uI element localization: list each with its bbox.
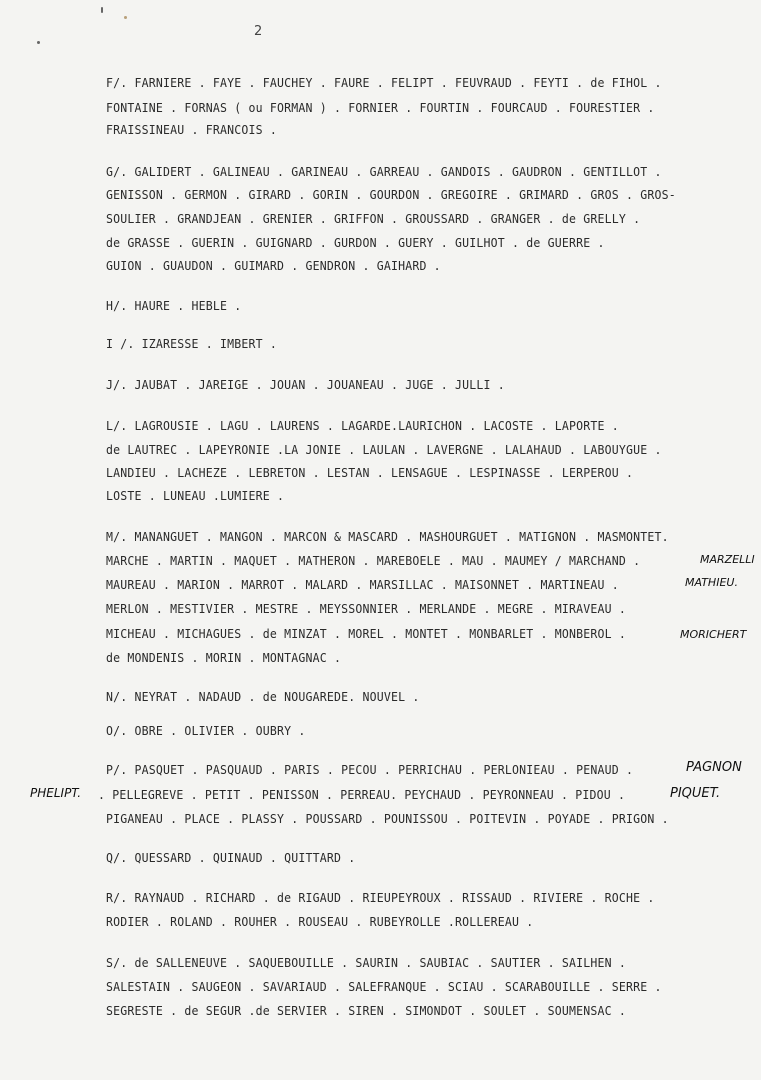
text-line-s-2: SALESTAIN . SAUGEON . SAVARIAUD . SALEFRANQUE . SCIAU . SCARABOUILLE . SERRE . [106, 979, 662, 994]
text-line-f-2: FONTAINE . FORNAS ( ou FORMAN ) . FORNIER . FOURTIN . FOURCAUD . FOURESTIER . [106, 100, 655, 115]
text-line-i: I /. IZARESSE . IMBERT . [106, 336, 277, 351]
text-line-m-4: MERLON . MESTIVIER . MESTRE . MEYSSONNIER . MERLANDE . MEGRE . MIRAVEAU . [106, 601, 627, 616]
paper-speck [101, 7, 103, 13]
text-line-n: N/. NEYRAT . NADAUD . de NOUGAREDE. NOUVEL . [106, 689, 420, 704]
text-line-g-1: G/. GALIDERT . GALINEAU . GARINEAU . GARREAU . GANDOIS . GAUDRON . GENTILLOT . [106, 164, 662, 179]
text-line-g-3: SOULIER . GRANDJEAN . GRENIER . GRIFFON . GROUSSARD . GRANGER . de GRELLY . [106, 211, 641, 226]
text-line-p-1: P/. PASQUET . PASQUAUD . PARIS . PECOU . PERRICHAU . PERLONIEAU . PENAUD . [106, 762, 634, 777]
paper-speck [37, 41, 40, 44]
text-line-o: O/. OBRE . OLIVIER . OUBRY . [106, 723, 306, 738]
handwritten-note-pagnon: PAGNON [686, 760, 742, 775]
text-line-l-4: LOSTE . LUNEAU .LUMIERE . [106, 488, 285, 503]
text-line-f-3: FRAISSINEAU . FRANCOIS . [106, 122, 277, 137]
text-line-m-1: M/. MANANGUET . MANGON . MARCON & MASCARD . MASHOURGUET . MATIGNON . MASMONTET. [106, 529, 669, 544]
text-line-m-2: MARCHE . MARTIN . MAQUET . MATHERON . MAREBOELE . MAU . MAUMEY / MARCHAND . [106, 553, 641, 568]
text-line-l-1: L/. LAGROUSIE . LAGU . LAURENS . LAGARDE.LAURICHON . LACOSTE . LAPORTE . [106, 418, 619, 433]
handwritten-note-morichert: MORICHERT [680, 628, 747, 641]
handwritten-note-mathieu: MATHIEU. [685, 576, 738, 589]
page-number: 2 [254, 24, 263, 39]
handwritten-note-piquet: PIQUET. [670, 786, 721, 801]
text-line-r-1: R/. RAYNAUD . RICHARD . de RIGAUD . RIEUPEYROUX . RISSAUD . RIVIERE . ROCHE . [106, 890, 655, 905]
text-line-p-2: . PELLEGREVE . PETIT . PENISSON . PERREAU. PEYCHAUD . PEYRONNEAU . PIDOU . [98, 787, 626, 802]
text-line-m-5: MICHEAU . MICHAGUES . de MINZAT . MOREL . MONTET . MONBARLET . MONBEROL . [106, 626, 627, 641]
text-line-l-2: de LAUTREC . LAPEYRONIE .LA JONIE . LAULAN . LAVERGNE . LALAHAUD . LABOUYGUE . [106, 442, 662, 457]
text-line-p-3: PIGANEAU . PLACE . PLASSY . POUSSARD . POUNISSOU . POITEVIN . POYADE . PRIGON . [106, 811, 669, 826]
text-line-l-3: LANDIEU . LACHEZE . LEBRETON . LESTAN . LENSAGUE . LESPINASSE . LERPEROU . [106, 465, 634, 480]
text-line-g-2: GENISSON . GERMON . GIRARD . GORIN . GOURDON . GREGOIRE . GRIMARD . GROS . GROS- [106, 187, 676, 202]
text-line-h: H/. HAURE . HEBLE . [106, 298, 242, 313]
text-line-m-3: MAUREAU . MARION . MARROT . MALARD . MARSILLAC . MAISONNET . MARTINEAU . [106, 577, 619, 592]
text-line-s-3: SEGRESTE . de SEGUR .de SERVIER . SIREN . SIMONDOT . SOULET . SOUMENSAC . [106, 1003, 627, 1018]
text-line-g-5: GUION . GUAUDON . GUIMARD . GENDRON . GAIHARD . [106, 258, 441, 273]
text-line-q: Q/. QUESSARD . QUINAUD . QUITTARD . [106, 850, 356, 865]
handwritten-note-marzelli: MARZELLI [700, 553, 755, 566]
text-line-j: J/. JAUBAT . JAREIGE . JOUAN . JOUANEAU . JUGE . JULLI . [106, 377, 505, 392]
text-line-g-4: de GRASSE . GUERIN . GUIGNARD . GURDON . GUERY . GUILHOT . de GUERRE . [106, 235, 605, 250]
text-line-f-1: F/. FARNIERE . FAYE . FAUCHEY . FAURE . FELIPT . FEUVRAUD . FEYTI . de FIHOL . [106, 75, 662, 90]
paper-speck [124, 16, 127, 19]
text-line-s-1: S/. de SALLENEUVE . SAQUEBOUILLE . SAURIN . SAUBIAC . SAUTIER . SAILHEN . [106, 955, 627, 970]
handwritten-note-phelipt: PHELIPT. [30, 786, 82, 800]
text-line-m-6: de MONDENIS . MORIN . MONTAGNAC . [106, 650, 342, 665]
text-line-r-2: RODIER . ROLAND . ROUHER . ROUSEAU . RUBEYROLLE .ROLLEREAU . [106, 914, 534, 929]
